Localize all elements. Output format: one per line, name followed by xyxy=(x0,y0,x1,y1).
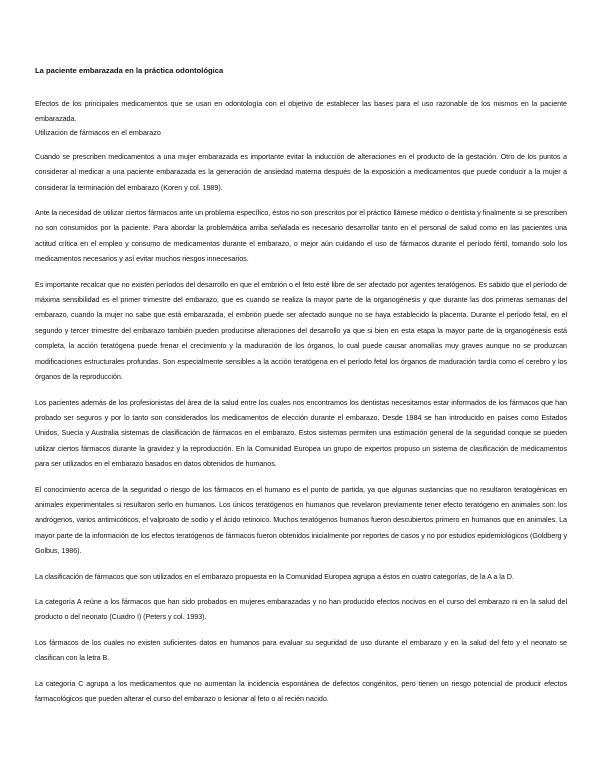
section-subheading: Utilización de fármacos en el embarazo xyxy=(35,127,161,137)
intro-paragraph: Efectos de los principales medicamentos que se usan en odontología con el objetivo de establecer las bases para el uso razonable de los mismos en la paciente embarazada. xyxy=(35,99,567,124)
document-page xyxy=(35,66,567,716)
paragraph-1: Cuando se prescriben medicamentos a una mujer embarazada es importante evitar la inducción de alteraciones en el producto de la gestación. Otro de los puntos a considerar al medicar a una paciente embarazada es la generación de ansiedad materna después de la exposición a medicamentos que puede conducir a la mujer a considerar la terminación del embarazo (Koren y col. 1989). xyxy=(35,151,567,192)
paragraph-3: Es importante recalcar que no existen períodos del desarrollo en que el embrión o el feto esté libre de ser afectado por agentes teratógenos. Es sabido que el período de máxima sensibilidad es el primer trimestre del embarazo, que es cuando se realiza la mayor parte de la organogénesis y que durante las dos primeras semanas del embarazo, cuando la mujer no sabe que está embarazada, el embrión puede ser afectado aunque no se haya establecido la placenta. Durante el período fetal, en el segundo y tercer trimestre del embarazo también pueden producirse alteraciones del desarrollo ya que si bien en esta etapa la mayor parte de la organogénesis está completa, la acción teratógena puede frenar el crecimiento y la maduración de los órganos, lo cual puede causar anomalías muy graves aunque no se produzcan modificaciones estructurales profundas. Son especialmente sensibles a la acción teratógena en el período fetal los órganos de maduración tardía como el cerebro y los órganos de la reproducción. xyxy=(35,279,567,382)
document-title: La paciente embarazada en la práctica odontológica xyxy=(35,66,224,75)
paragraph-6: La clasificación de fármacos que son utilizados en el embarazo propuesta en la Comunidad Europea agrupa a éstos en cuatro categorías, de la A a la D. xyxy=(35,571,514,581)
paragraph-5: El conocimiento acerca de la seguridad o riesgo de los fármacos en el humano es el punto de partida, ya que algunas sustancias que no resultaron teratogénicas en animales experimentales si resultaron serlo en humanos. Los únicos teratógenos en humanos que revelaron previamente tener efecto teratógeno en animales son: los andrógenos, varios antimicóticos, el valproato de sodio y el ácido retinoico. Muchos teratógenos humanos fueron descubiertos primero en humanos que en animales. La mayor parte de la información de los efectos teratógenos de fármacos fueron obtenidos inicialmente por reportes de casos y no por estudios epidemiológicos (Goldberg y Golbus, 1986). xyxy=(35,484,567,556)
paragraph-9: La categoría C agrupa a los medicamentos que no aumentan la incidencia espontánea de defectos congénitos, pero tienen un riesgo potencial de producir efectos farmacológicos que pueden alterar el curso del embarazo o lesionar al feto o al recién nacido. xyxy=(35,678,567,703)
paragraph-7: La categoría A reúne a los fármacos que han sido probados en mujeres embarazadas y no han producido efectos nocivos en el curso del embarazo ni en la salud del producto o del neonato (Cuadro I) (Peters y col. 1993). xyxy=(35,596,567,622)
paragraph-2: Ante la necesidad de utilizar ciertos fármacos ante un problema específico, éstos no son prescritos por el práctico llámese médico o dentista y finalmente si se prescriben no son consumidos por la paciente. Para abordar la problemática arriba señalada es necesario desarrollar tanto en el personal de salud como en las pacientes una actitud crítica en el empleo y consumo de medicamentos durante el embarazo, o mejor aún cuidando el uso de fármacos durante el período fértil, tomando solo los medicamentos necesarios y así evitar muchos riesgos innecesarios. xyxy=(35,208,567,264)
paragraph-8: Los fármacos de los cuales no existen suficientes datos en humanos para evaluar su seguridad de uso durante el embarazo y en la salud del feto y el neonato se clasifican con la letra B. xyxy=(35,637,567,663)
paragraph-4: Los pacientes además de los profesionistas del área de la salud entre los cuales nos encontramos los dentistas necesitamos estar informados de los fármacos que han probado ser seguros y por lo tanto son considerados los medicamentos de elección durante el embarazo. Desde 1984 se han introducido en países como Estados Unidos, Suecia y Australia sistemas de clasificación de fármacos en el embarazo. Estos sistemas permiten una estimación general de la seguridad conque se pueden utilizar ciertos fármacos durante la gravidez y la reproducción. En la Comunidad Europea un grupo de expertos propuso un sistema de clasificación de medicamentos para ser utilizados en el embarazo basados en datos obtenidos de humanos. xyxy=(35,397,567,469)
